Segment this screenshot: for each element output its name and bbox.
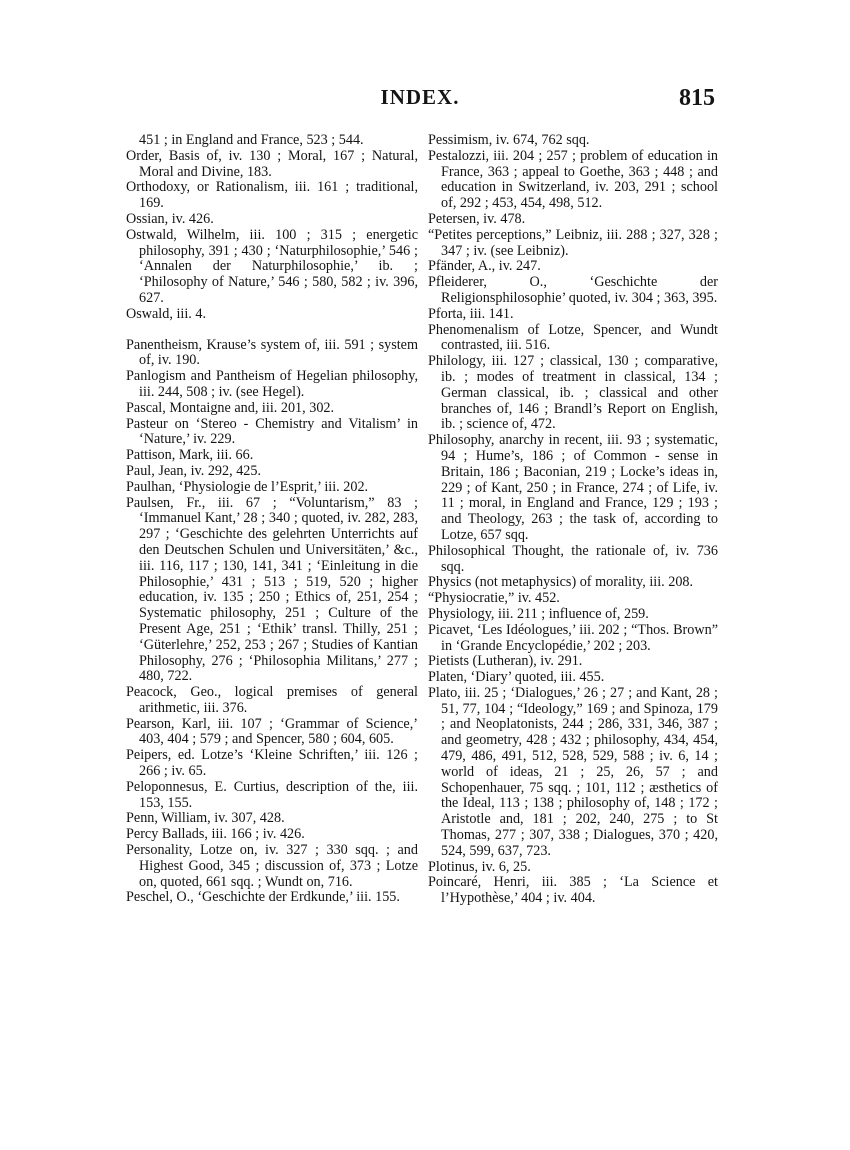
index-entry: Pearson, Karl, iii. 107 ; ‘Grammar of Science,’ 403, 404 ; 579 ; and Spencer, 580 ; 604, 605.	[126, 715, 418, 748]
index-entry: Ossian, iv. 426.	[126, 210, 214, 227]
index-entry: Penn, William, iv. 307, 428.	[126, 810, 285, 827]
index-entry: 451 ; in England and France, 523 ; 544.	[139, 132, 364, 148]
index-column-left	[126, 133, 418, 906]
index-entry: Petersen, iv. 478.	[428, 210, 526, 227]
section-gap	[126, 323, 418, 338]
index-entry: Pfleiderer, O., ‘Geschichte der Religionsphilosophie’ quoted, iv. 304 ; 363, 395.	[428, 274, 718, 306]
index-entry: Peacock, Geo., logical premises of general arithmetic, iii. 376.	[126, 684, 418, 716]
index-entry: Poincaré, Henri, iii. 385 ; ‘La Science et l’Hypothèse,’ 404 ; iv. 404.	[428, 874, 718, 907]
index-entry: Paul, Jean, iv. 292, 425.	[126, 462, 262, 479]
index-entry: Pascal, Montaigne and, iii. 201, 302.	[126, 399, 335, 416]
index-entry: Peloponnesus, E. Curtius, description of the, iii. 153, 155.	[126, 778, 418, 811]
index-entry: Pessimism, iv. 674, 762 sqq.	[428, 132, 590, 148]
index-entry: “Petites perceptions,” Leibniz, iii. 288 ; 327, 328 ; 347 ; iv. (see Leibniz).	[428, 226, 718, 259]
index-entry: Plato, iii. 25 ; ‘Dialogues,’ 26 ; 27 ; and Kant, 28 ; 51, 77, 104 ; “Ideology,” 169 ; and Spinoza, 179 ; and Neoplatonists, 244 ; 286, 331, 346, 387 ; and geometry, 428 ; 432 ; philosophy, 434, 454, 479, 486, 491, 512, 528, 529, 588 ; iv. 6, 14 ; world of ideas, 21 ; 25, 26, 57 ; and Schopenhauer, 75 sqq. ; 101, 112 ; æsthetics of the Ideal, 113 ; 138 ; philosophy of, 148 ; 172 ; Aristotle and, 181 ; 202, 240, 275 ; to St Thomas, 277 ; 307, 338 ; Dialogues, 370 ; 420, 524, 599, 637, 723.	[428, 684, 718, 859]
index-entry: Pasteur on ‘Stereo - Chemistry and Vitalism’ in ‘Nature,’ iv. 229.	[126, 415, 418, 448]
index-entry: Oswald, iii. 4.	[126, 305, 206, 322]
index-entry: Pattison, Mark, iii. 66.	[126, 447, 254, 464]
index-entry: Pestalozzi, iii. 204 ; 257 ; problem of education in France, 363 ; appeal to Goethe, 363 ; 448 ; and education in Switzerland, iv. 203, 291 ; school of, 292 ; 453, 454, 498, 512.	[428, 147, 718, 212]
index-entry: Philosophical Thought, the rationale of, iv. 736 sqq.	[428, 542, 718, 575]
index-entry: Ostwald, Wilhelm, iii. 100 ; 315 ; energetic philosophy, 391 ; 430 ; ‘Naturphilosophie,’ 546 ; ‘Annalen der Naturphilosophie,’ ib. ; ‘Philosophy of Nature,’ 546 ; 580, 582 ; iv. 396, 627.	[126, 226, 418, 306]
index-entry: Phenomenalism of Lotze, Spencer, and Wundt contrasted, iii. 516.	[428, 321, 718, 354]
index-entry: Platen, ‘Diary’ quoted, iii. 455.	[428, 669, 605, 686]
index-entry: Pforta, iii. 141.	[428, 305, 514, 322]
index-entry: Pietists (Lutheran), iv. 291.	[428, 653, 583, 670]
index-entry: Plotinus, iv. 6, 25.	[428, 858, 531, 875]
index-entry: Physics (not metaphysics) of morality, iii. 208.	[428, 574, 694, 591]
index-entry: Paulhan, ‘Physiologie de l’Esprit,’ iii. 202.	[126, 478, 369, 495]
page-header	[125, 85, 715, 117]
index-entry: Orthodoxy, or Rationalism, iii. 161 ; traditional, 169.	[126, 179, 418, 212]
index-entry: Paulsen, Fr., iii. 67 ; “Voluntarism,” 83 ; ‘Immanuel Kant,’ 28 ; 340 ; quoted, iv. 282, 283, 297 ; ‘Geschichte des gelehrten Unterrichts auf den Deutschen Schulen und Universitäten,’ &c., iii. 116, 117 ; 130, 141, 341 ; ‘Einleitung in die Philosophie,’ 431 ; 513 ; 519, 520 ; higher education, iv. 135 ; 250 ; Ethics of, 251, 254 ; Systematic philosophy, 251 ; Culture of the Present Age, 251 ; ‘Ethik’ transl. Thilly, 251 ; ‘Güterlehre,’ 252, 253 ; 267 ; Studies of Kantian Philosophy, 276 ; ‘Philosophia Militans,’ 277 ; 480, 722.	[126, 494, 418, 685]
page-title: INDEX.	[380, 85, 460, 109]
index-entry: “Physiocratie,” iv. 452.	[428, 590, 560, 607]
index-column-right	[428, 133, 718, 907]
index-entry: Pfänder, A., iv. 247.	[428, 258, 541, 275]
index-entry: Panlogism and Pantheism of Hegelian philosophy, iii. 244, 508 ; iv. (see Hegel).	[126, 368, 418, 400]
index-entry: Panentheism, Krause’s system of, iii. 591 ; system of, iv. 190.	[126, 336, 418, 369]
page-number: 815	[679, 85, 715, 111]
index-entry: Peschel, O., ‘Geschichte der Erdkunde,’ iii. 155.	[126, 889, 400, 906]
index-entry: Personality, Lotze on, iv. 327 ; 330 sqq. ; and Highest Good, 345 ; discussion of, 373 ; Lotze on, quoted, 661 sqq. ; Wundt on, 716.	[126, 842, 418, 890]
index-entry: Picavet, ‘Les Idéologues,’ iii. 202 ; “Thos. Brown” in ‘Grande Encyclopédie,’ 202 ; 203.	[428, 621, 718, 654]
index-entry: Physiology, iii. 211 ; influence of, 259.	[428, 605, 649, 622]
index-entry: Order, Basis of, iv. 130 ; Moral, 167 ; Natural, Moral and Divine, 183.	[126, 147, 418, 180]
index-entry: Philosophy, anarchy in recent, iii. 93 ; systematic, 94 ; Hume’s, 186 ; of Common - sense in Britain, 186 ; Baconian, 219 ; Locke’s ideas in, 229 ; of Kant, 250 ; in France, 274 ; of Life, iv. 11 ; moral, in England and France, 129 ; 193 ; and Theology, 263 ; the task of, according to Lotze, 657 sqq.	[428, 432, 718, 543]
index-entry: Peipers, ed. Lotze’s ‘Kleine Schriften,’ iii. 126 ; 266 ; iv. 65.	[126, 747, 418, 780]
index-entry: Percy Ballads, iii. 166 ; iv. 426.	[126, 826, 305, 843]
index-entry: Philology, iii. 127 ; classical, 130 ; comparative, ib. ; modes of treatment in classical, 134 ; German classical, ib. ; classical and other branches of, 146 ; Brandl’s Report on English, ib. ; science of, 472.	[428, 353, 718, 433]
